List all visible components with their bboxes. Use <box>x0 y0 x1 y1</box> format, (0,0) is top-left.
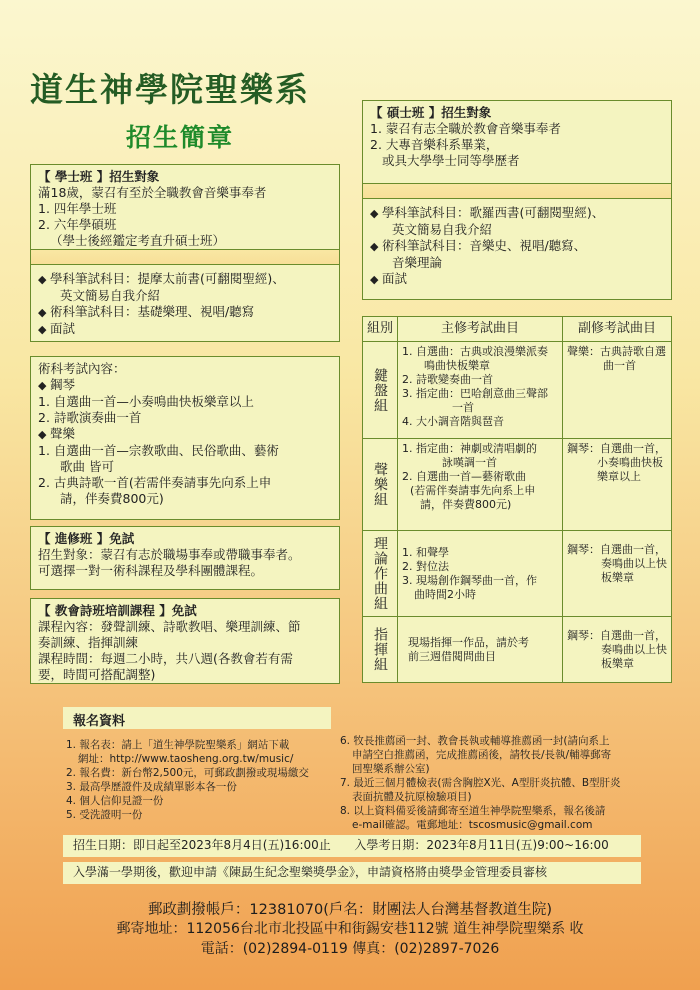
major-cell <box>398 617 563 683</box>
master-line: 或具大學學士同等學歷者 <box>382 153 520 168</box>
registration-item: 回聖樂系辦公室) <box>352 763 430 775</box>
master-section <box>362 100 672 300</box>
registration-item: 申請空白推薦函，完成推薦函後，請牧長/長執/輔導郵寄 <box>352 749 612 761</box>
group-cell: 指揮組 <box>363 617 398 683</box>
major-cell <box>398 342 563 439</box>
master-exam: ◆ 面試 <box>370 271 604 288</box>
major-line: 1. 自選曲：古典或浪漫樂派奏 <box>402 345 548 358</box>
table-row <box>363 439 672 531</box>
advanced-section <box>30 526 340 590</box>
major-line: 1. 指定曲：神劇或清唱劇的 <box>402 442 537 455</box>
bachelor-heading: 【 學士班 】招生對象 <box>38 169 160 184</box>
master-exam: ◆ 術科筆試科目：音樂史、視唱/聽寫、 <box>370 238 604 255</box>
advanced-line: 可選擇一對一術科課程及學科團體課程。 <box>38 563 264 578</box>
minor-line: 樂章以上 <box>597 470 641 483</box>
major-line: 2. 自選曲一首—藝術歌曲 <box>402 470 526 483</box>
bachelor-exam: ◆ 面試 <box>38 321 285 338</box>
bachelor-exam: ◆ 術科筆試科目：基礎樂理、視唱/聽寫 <box>38 304 285 321</box>
minor-line: 曲一首 <box>603 359 636 372</box>
registration-item: 6. 牧長推薦函一封、教會長執或輔導推薦函一封(請向系上 <box>340 735 610 747</box>
minor-line: 小奏鳴曲快板 <box>597 456 663 469</box>
registration-right <box>340 734 660 832</box>
registration-item: 4. 個人信仰見證一份 <box>66 795 164 807</box>
major-line: 2. 詩歌變奏曲一首 <box>402 373 493 386</box>
major-line: 4. 大小調音階與琶音 <box>402 415 504 428</box>
col-header-minor: 副修考試曲目 <box>563 317 672 342</box>
major-line: 現場指揮一作品，請於考 <box>408 635 529 649</box>
bachelor-line: （學士後經鑑定考直升碩士班） <box>50 233 226 248</box>
master-exam: ◆ 學科筆試科目：歌羅西書(可翻閱聖經)、 <box>370 205 604 222</box>
major-line: 3. 指定曲：巴哈創意曲三聲部 <box>402 387 548 400</box>
vocal-title: ◆ 聲樂 <box>38 426 332 443</box>
major-line: 曲時間2小時 <box>414 587 476 601</box>
bachelor-line: 2. 六年學碩班 <box>38 217 117 232</box>
major-line: 3. 現場創作鋼琴曲一首，作 <box>402 573 537 587</box>
bachelor-exam: 英文簡易自我介紹 <box>60 288 161 303</box>
registration-item: 3. 最高學歷證件及成績單影本各一份 <box>66 781 237 793</box>
major-line: 請，伴奏費800元) <box>420 498 512 511</box>
choir-line: 奏訓練、指揮訓練 <box>38 635 139 650</box>
choir-line: 課程內容：發聲訓練、詩歌教唱、樂理訓練、節 <box>38 619 301 634</box>
major-line: 鳴曲快板樂章 <box>424 359 490 372</box>
choir-line: 課程時間：每週二小時，共八週(各教會若有需 <box>38 651 293 666</box>
piano-title: ◆ 鋼琴 <box>38 377 332 394</box>
group-cell: 理論作曲組 <box>363 531 398 617</box>
major-line: (若需伴奏請事先向系上申 <box>410 484 536 497</box>
col-header-group: 組別 <box>363 317 398 342</box>
minor-cell <box>563 439 672 531</box>
vocal-item: 請，伴奏費800元) <box>60 491 164 506</box>
bachelor-section <box>30 164 340 342</box>
registration-item: 2. 報名費：新台幣2,500元，可郵政劃撥或現場繳交 <box>66 767 309 779</box>
choir-section <box>30 598 340 684</box>
registration-item: 1. 報名表：請上「道生神學院聖樂系」網站下載 <box>66 739 290 751</box>
page-title: 道生神學院聖樂系 <box>30 70 310 109</box>
table-row <box>363 617 672 683</box>
group-cell: 聲樂組 <box>363 439 398 531</box>
registration-left <box>66 738 336 822</box>
minor-line: 鋼琴：自選曲一首， <box>567 442 666 455</box>
scholarship-text: 入學滿一學期後，歡迎申請《陳勗生紀念聖樂獎學金》，申請資格將由獎學金管理委員審核 <box>73 865 548 879</box>
registration-item: 8. 以上資料備妥後請郵寄至道生神學院聖樂系，報名後請 <box>340 805 606 817</box>
minor-line: 鋼琴：自選曲一首， <box>567 628 666 642</box>
registration-item: 表面抗體及抗原檢驗項目) <box>352 791 472 803</box>
minor-cell <box>563 342 672 439</box>
registration-label: 報名資料 <box>63 707 331 729</box>
bachelor-line: 滿18歲，蒙召有至於全職教會音樂事奉者 <box>38 185 267 200</box>
bachelor-line: 1. 四年學士班 <box>38 201 117 216</box>
exam-table <box>362 316 672 683</box>
choir-line: 要，時間可搭配調整) <box>38 667 156 682</box>
bachelor-exam: ◆ 學科筆試科目：提摩太前書(可翻閱聖經)、 <box>38 271 285 288</box>
vocal-item: 1. 自選曲一首—宗教歌曲、民俗歌曲、藝術 <box>38 443 279 458</box>
page-subtitle: 招生簡章 <box>126 123 235 152</box>
table-row <box>363 342 672 439</box>
piano-item: 2. 詩歌演奏曲一首 <box>38 410 142 425</box>
registration-item: e-mail確認。電郵地址：tscosmusic@gmail.com <box>352 819 593 831</box>
registration-item: 5. 受洗證明一份 <box>66 809 143 821</box>
registration-item: 網址：http://www.taosheng.org.tw/music/ <box>78 753 294 765</box>
scholarship-strip <box>63 862 641 884</box>
master-exam: 音樂理論 <box>392 255 443 270</box>
group-cell: 鍵盤組 <box>363 342 398 439</box>
master-line: 1. 蒙召有志全職於教會音樂事奉者 <box>370 121 561 136</box>
major-line: 前三週借閱問曲目 <box>408 649 496 663</box>
major-line: 2. 對位法 <box>402 559 449 573</box>
minor-line: 奏鳴曲以上快 <box>601 557 667 570</box>
major-line: 詠嘆調一首 <box>442 456 497 469</box>
table-row <box>363 531 672 617</box>
master-heading: 【 碩士班 】招生對象 <box>370 105 492 120</box>
master-line: 2. 大專音樂科系畢業， <box>370 137 499 152</box>
vocal-item: 歌曲 皆可 <box>60 459 114 474</box>
practical-heading: 術科考試內容： <box>38 361 126 376</box>
minor-line: 聲樂：古典詩歌自選 <box>567 345 666 358</box>
minor-line: 板樂章 <box>601 656 634 670</box>
dates-strip <box>63 835 641 857</box>
phone-fax: 電話：(02)2894-0119 傳真：(02)2897-7026 <box>200 941 500 957</box>
enroll-date: 招生日期：即日起至2023年8月4日(五)16:00止 <box>73 838 331 852</box>
choir-heading: 【 教會詩班培訓課程 】免試 <box>38 603 197 618</box>
minor-line: 奏鳴曲以上快 <box>601 642 667 656</box>
exam-date: 入學考日期：2023年8月11日(五)9:00~16:00 <box>354 838 609 852</box>
master-exam: 英文簡易自我介紹 <box>392 222 493 237</box>
vocal-item: 2. 古典詩歌一首(若需伴奏請事先向系上申 <box>38 475 272 490</box>
minor-cell <box>563 617 672 683</box>
piano-item: 1. 自選曲一首—小奏鳴曲快板樂章以上 <box>38 394 254 409</box>
minor-line: 板樂章 <box>601 571 634 584</box>
postal-account: 郵政劃撥帳戶：12381070(戶名：財團法人台灣基督教道生院) <box>147 902 553 918</box>
advanced-heading: 【 進修班 】免試 <box>38 531 135 546</box>
major-cell <box>398 439 563 531</box>
major-line: 1. 和聲學 <box>402 545 449 559</box>
major-line: 一首 <box>452 401 474 414</box>
registration-item: 7. 最近三個月體檢表(需含胸腔X光、A型肝炎抗體、B型肝炎 <box>340 777 621 789</box>
col-header-major: 主修考試曲目 <box>398 317 563 342</box>
minor-line: 鋼琴：自選曲一首， <box>567 543 666 556</box>
advanced-line: 招生對象：蒙召有志於職場事奉或帶職事奉者。 <box>38 547 301 562</box>
major-cell <box>398 531 563 617</box>
practical-section <box>30 356 340 520</box>
mailing-address: 郵寄地址：112056台北市北投區中和街錫安巷112號 道生神學院聖樂系 收 <box>116 921 584 937</box>
minor-cell <box>563 531 672 617</box>
